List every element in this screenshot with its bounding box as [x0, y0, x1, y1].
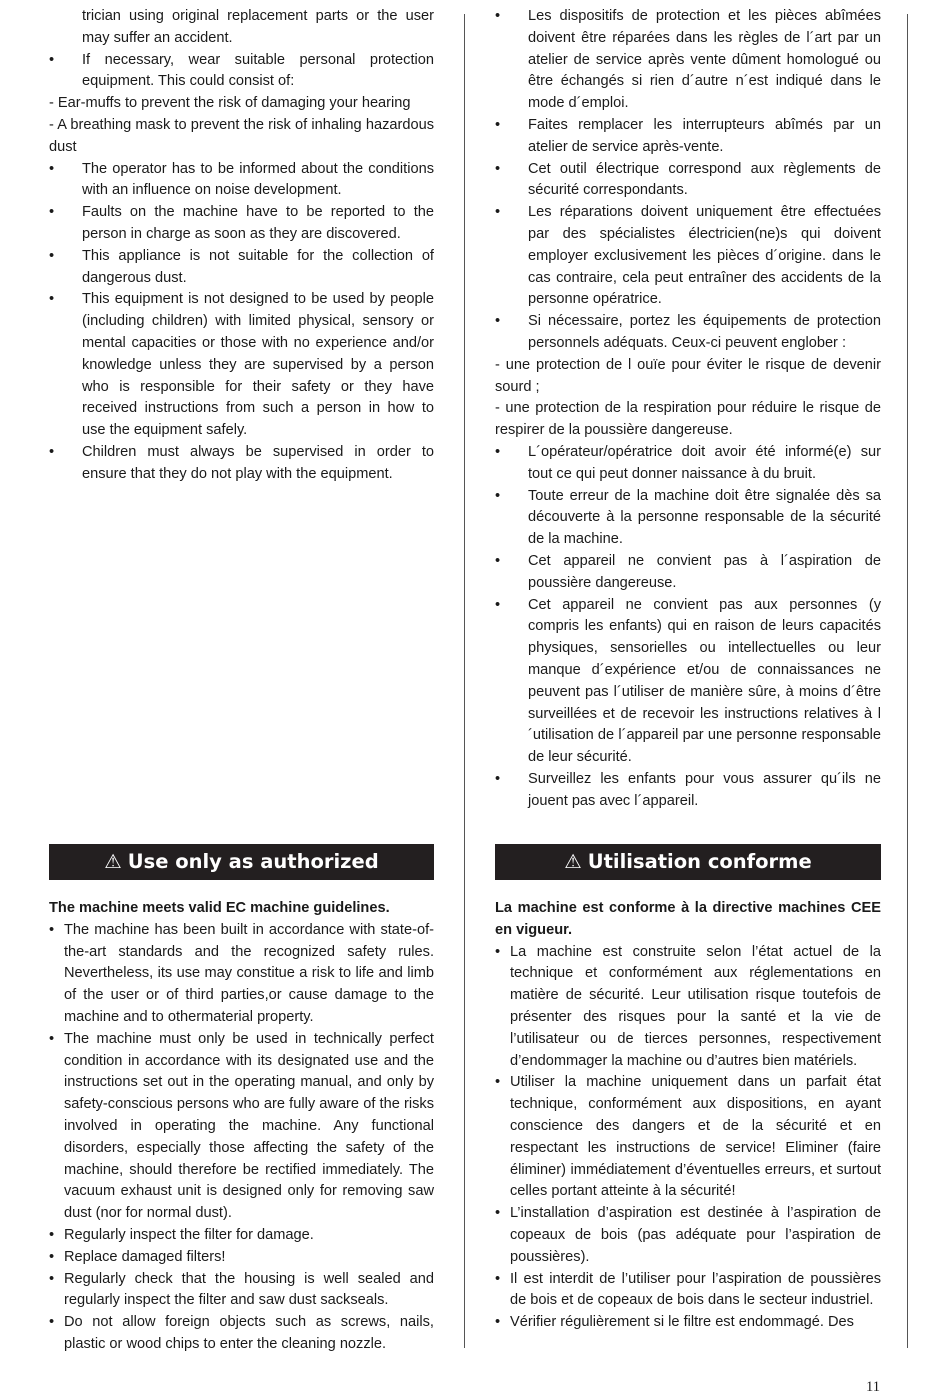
bullet-glyph: •	[49, 291, 55, 308]
bullet-glyph: •	[49, 1248, 55, 1265]
bullet-glyph: •	[495, 443, 501, 460]
bullet-glyph: •	[49, 1314, 55, 1331]
dash-item: - une protection de la respiration pour réduire le risque de respirer de la poussière dangereuse.	[495, 400, 881, 439]
page-number: 11	[866, 1379, 880, 1395]
top-left-column	[49, 6, 434, 486]
bullet-item	[49, 50, 434, 94]
bullet-glyph: •	[49, 160, 55, 177]
bullet-text: The machine has been built in accordance with state-of-the-art standards and the recognized safety rules. Nevertheless, its use may constitue a risk to life and limb of the user or of third parties,or cause damage to the machine and to othermaterial property.	[64, 921, 434, 1025]
bullet-glyph: •	[495, 1205, 501, 1222]
bullet-item	[49, 289, 434, 442]
top-right-list	[495, 6, 881, 812]
bullet-item	[495, 486, 881, 551]
heading-text: Use only as authorized	[127, 850, 379, 873]
bullet-text: L’installation d’aspiration est destinée à l’aspiration de copeaux de bois (pas adéquate pour l’aspiration de poussières).	[510, 1205, 881, 1265]
bullet-text: Replace damaged filters!	[64, 1248, 226, 1265]
section-heading-en	[49, 844, 434, 880]
bullet-item	[49, 1312, 434, 1356]
bullet-item	[495, 595, 881, 769]
top-left-list	[49, 50, 434, 486]
right-column-rule	[907, 14, 908, 1348]
bullet-glyph: •	[495, 116, 501, 133]
section-utilisation-conforme	[495, 844, 881, 1334]
bullet-text: If necessary, wear suitable personal protection equipment. This could consist of:	[82, 51, 434, 90]
bullet-item	[495, 942, 881, 1073]
bullet-glyph: •	[49, 1270, 55, 1287]
bullet-item	[49, 202, 434, 246]
section-use-authorized	[49, 844, 434, 1356]
center-column-rule	[464, 14, 465, 1348]
bullet-glyph: •	[495, 770, 501, 787]
bullet-item	[495, 115, 881, 159]
bullet-text: This equipment is not designed to be used by people (including children) with limited physical, sensory or mental capacities or those with no experience and/or knowledge unless they are supervised by a person who is responsible for their safety or they have received instructions from such a person in how to use the equipment safely.	[82, 291, 434, 439]
section-lead-en: The machine meets valid EC machine guidelines.	[49, 900, 390, 916]
bullet-text: Regularly check that the housing is well sealed and regularly inspect the filter and saw dust sackseals.	[64, 1270, 434, 1309]
bullet-glyph: •	[49, 443, 55, 460]
bullet-item	[49, 1225, 434, 1247]
bullet-glyph: •	[49, 204, 55, 221]
bullet-glyph: •	[49, 51, 55, 68]
bullet-text: The machine must only be used in technically perfect condition in accordance with its designated use and the instructions set out in the operating manual, and only by safety-conscious persons who are fully aware of the risks involved in operating the machine. Any functional disorders, especially those affecting the safety of the machine, should therefore be rectified immediately. The vacuum exhaust unit is designed only for removing saw dust (nor for normal dust).	[64, 1030, 434, 1222]
bullet-text: Vérifier régulièrement si le filtre est endommagé. Des	[510, 1314, 854, 1331]
bullet-glyph: •	[495, 1270, 501, 1287]
bullet-text: Cet appareil ne convient pas aux personnes (y compris les enfants) qui en raison de leurs capacités physiques, sensorielles ou intellectuelles ou leur manque d´expérience et/ou de connaissances ne peuvent pas l´utiliser de manière sûre, à moins d´être surveillées et de recevoir les instructions relatives à l´utilisation de l´appareil par une personne responsable de leur sécurité.	[528, 596, 881, 766]
bullet-text: Regularly inspect the filter for damage.	[64, 1226, 314, 1243]
bullet-glyph: •	[49, 247, 55, 264]
bullet-glyph: •	[495, 487, 501, 504]
bullet-text: La machine est construite selon l’état actuel de la technique et conformément aux réglementations en matière de sécurité. Leur utilisation risque toutefois de présenter des risques pour la santé et la vie de l’utilisateur ou de tierces personnes, respectivement d’endommager la machine ou d’autres bien matériels.	[510, 943, 881, 1069]
section-heading-fr	[495, 844, 881, 880]
bullet-glyph: •	[495, 8, 501, 24]
bullet-item	[49, 1029, 434, 1225]
bullet-item	[49, 159, 434, 203]
bullet-glyph: •	[49, 1030, 55, 1047]
bullet-glyph: •	[495, 1074, 501, 1091]
bullet-text: Faults on the machine have to be reported to the person in charge as soon as they are discovered.	[82, 204, 434, 242]
bullet-glyph: •	[49, 1226, 55, 1243]
bullet-text: Les dispositifs de protection et les pièces abîmées doivent être réparées dans les règles de l´art par un atelier de service après vente dûment homologué ou être échangés si rien d´autre n´est indiqué dans le mode d´emploi.	[528, 8, 881, 112]
section-lead-fr: La machine est conforme à la directive machines CEE en vigueur.	[495, 900, 881, 938]
bullet-text: Faites remplacer les interrupteurs abîmés par un atelier de service après-vente.	[528, 116, 881, 155]
bullet-text: Surveillez les enfants pour vous assurer qu´ils ne jouent pas avec l´appareil.	[528, 770, 881, 809]
continuation-text: trician using original replacement parts or the user may suffer an accident.	[82, 8, 434, 46]
section-list-fr	[495, 942, 881, 1334]
heading-text: Utilisation conforme	[587, 850, 812, 873]
bullet-text: Toute erreur de la machine doit être signalée dès sa découverte à la personne responsable de la sécurité de la machine.	[528, 487, 881, 548]
bullet-glyph: •	[495, 552, 501, 569]
bullet-item	[495, 1312, 881, 1334]
bullet-item	[49, 1269, 434, 1313]
dash-item: - une protection de l ouïe pour éviter le risque de devenir sourd ;	[495, 356, 881, 395]
bullet-item	[495, 6, 881, 115]
section-list-en	[49, 920, 434, 1356]
bullet-item	[495, 159, 881, 203]
bullet-text: Children must always be supervised in order to ensure that they do not play with the equipment.	[82, 443, 434, 482]
bullet-text: Utiliser la machine uniquement dans un parfait état technique, conformément aux dispositions, en ayant conscience des dangers et de la sécurité et en respectant les instructions de service! Eliminer (faire éliminer) immédiatement d’éventuelles erreurs, et surtout celles portant atteinte à la sécurité!	[510, 1074, 881, 1200]
bullet-text: L´opérateur/opératrice doit avoir été informé(e) sur tout ce qui peut donner naissance à du bruit.	[528, 443, 881, 482]
dash-item: - A breathing mask to prevent the risk of inhaling hazardous dust	[49, 116, 434, 155]
bullet-text: Do not allow foreign objects such as screws, nails, plastic or wood chips to enter the cleaning nozzle.	[64, 1314, 434, 1352]
bullet-glyph: •	[495, 943, 501, 960]
bullet-glyph: •	[495, 160, 501, 177]
bullet-item	[495, 1203, 881, 1268]
warning-triangle-icon: ⚠	[104, 850, 122, 873]
bullet-text: The operator has to be informed about the conditions with an influence on noise development.	[82, 160, 434, 199]
bullet-item	[49, 920, 434, 1029]
bullet-text: Cet appareil ne convient pas à l´aspiration de poussière dangereuse.	[528, 552, 881, 591]
bullet-item	[495, 769, 881, 813]
bullet-item	[495, 1269, 881, 1313]
bullet-item	[495, 311, 881, 355]
bullet-glyph: •	[495, 204, 501, 221]
bullet-text: Cet outil électrique correspond aux règlements de sécurité correspondants.	[528, 160, 881, 199]
bullet-item	[49, 1247, 434, 1269]
top-right-column	[495, 6, 881, 812]
bullet-item	[495, 202, 881, 311]
bullet-glyph: •	[495, 1314, 501, 1331]
bullet-glyph: •	[495, 596, 501, 613]
bullet-text: Si nécessaire, portez les équipements de protection personnels adéquats. Ceux-ci peuvent englober :	[528, 313, 881, 351]
bullet-item	[495, 551, 881, 595]
warning-triangle-icon: ⚠	[564, 850, 582, 873]
bullet-glyph: •	[49, 921, 55, 938]
bullet-text: Il est interdit de l’utiliser pour l’aspiration de poussières de bois et de copeaux de bois dans le secteur industriel.	[510, 1270, 881, 1309]
bullet-item	[49, 246, 434, 290]
bullet-item	[495, 1072, 881, 1203]
bullet-text: Les réparations doivent uniquement être effectuées par des spécialistes électricien(ne)s qui doivent employer exclusivement les pièces d´origine. dans le cas contraire, cela peut entraîner des accidents de la personne opératrice.	[528, 204, 881, 308]
bullet-text: This appliance is not suitable for the collection of dangerous dust.	[82, 247, 434, 286]
dash-item: - Ear-muffs to prevent the risk of damaging your hearing	[49, 95, 411, 112]
bullet-item	[495, 442, 881, 486]
bullet-item	[49, 442, 434, 486]
bullet-glyph: •	[495, 313, 501, 330]
